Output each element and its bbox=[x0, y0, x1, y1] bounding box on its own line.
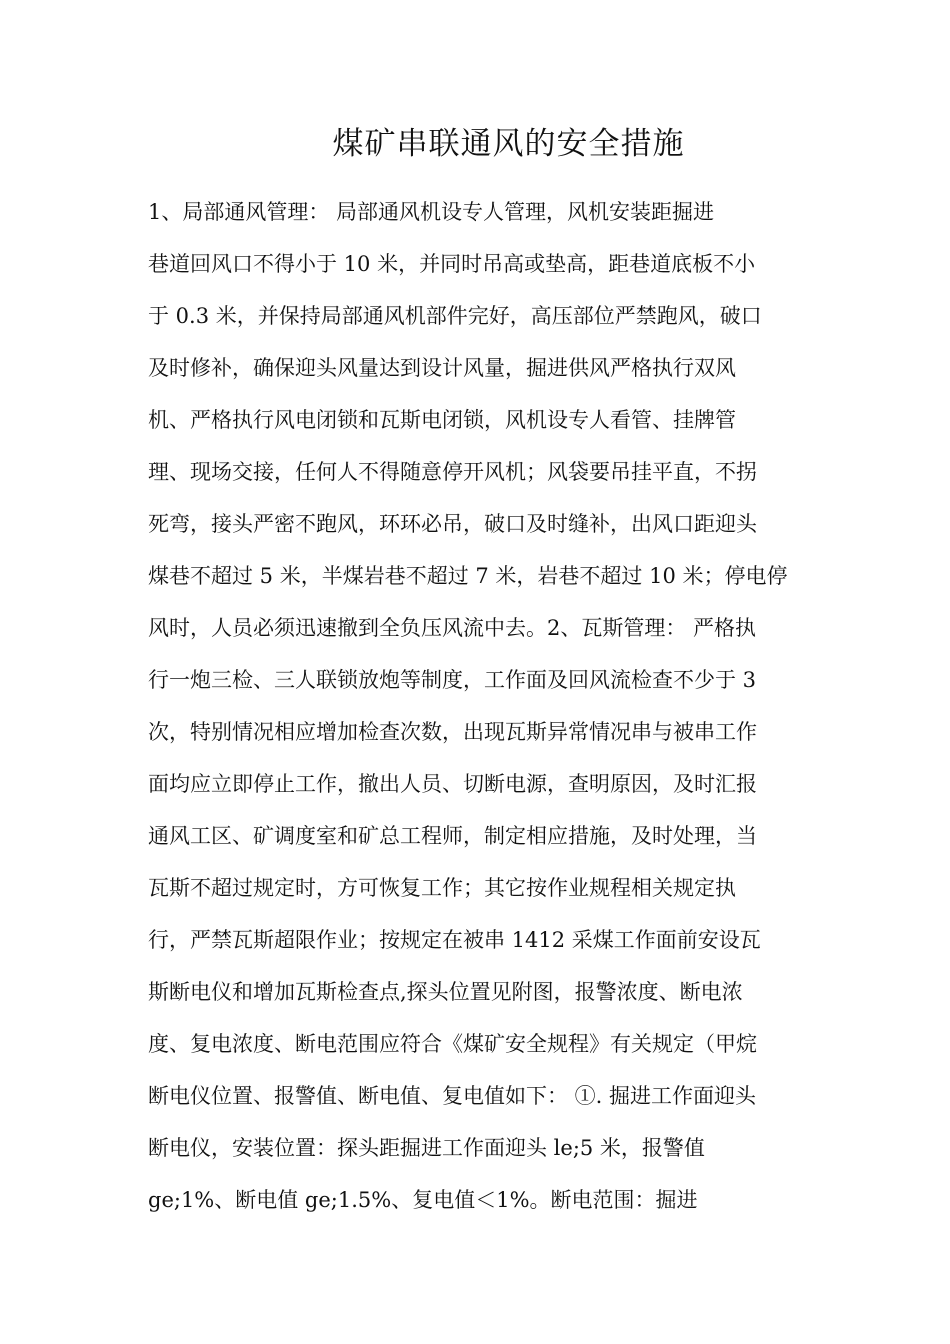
body-line: 于 0.3 米，并保持局部通风机部件完好，高压部位严禁跑风，破口 bbox=[148, 304, 762, 328]
body-line: 理、现场交接，任何人不得随意停开风机；风袋要吊挂平直，不拐 bbox=[148, 460, 757, 484]
body-line: 面均应立即停止工作，撤出人员、切断电源，查明原因，及时汇报 bbox=[148, 772, 757, 796]
body-line: 度、复电浓度、断电范围应符合《煤矿安全规程》有关规定（甲烷 bbox=[148, 1032, 757, 1056]
body-line: 巷道回风口不得小于 10 米，并同时吊高或垫高，距巷道底板不小 bbox=[148, 252, 756, 276]
body-line: 及时修补，确保迎头风量达到设计风量，掘进供风严格执行双风 bbox=[148, 356, 736, 380]
body-line: 1、局部通风管理： 局部通风机设专人管理，风机安装距掘进 bbox=[148, 200, 715, 224]
body-line: ge;1%、断电值 ge;1.5%、复电值＜1%。断电范围：掘进 bbox=[148, 1188, 698, 1212]
body-line: 瓦斯不超过规定时，方可恢复工作；其它按作业规程相关规定执 bbox=[148, 876, 736, 900]
body-line: 通风工区、矿调度室和矿总工程师，制定相应措施，及时处理，当 bbox=[148, 824, 757, 848]
body-line: 机、严格执行风电闭锁和瓦斯电闭锁，风机设专人看管、挂牌管 bbox=[148, 408, 736, 432]
body-line: 断电仪位置、报警值、断电值、复电值如下： ①. 掘进工作面迎头 bbox=[148, 1084, 757, 1108]
body-line: 行一炮三检、三人联锁放炮等制度，工作面及回风流检查不少于 3 bbox=[148, 668, 757, 692]
document-body bbox=[148, 186, 808, 1226]
body-line: 风时，人员必须迅速撤到全负压风流中去。2、瓦斯管理： 严格执 bbox=[148, 616, 757, 640]
body-line: 斯断电仪和增加瓦斯检查点,探头位置见附图，报警浓度、断电浓 bbox=[148, 980, 743, 1004]
body-line: 煤巷不超过 5 米，半煤岩巷不超过 7 米，岩巷不超过 10 米；停电停 bbox=[148, 564, 788, 588]
body-line: 断电仪，安装位置：探头距掘进工作面迎头 le;5 米，报警值 bbox=[148, 1136, 705, 1160]
body-line: 行，严禁瓦斯超限作业；按规定在被串 1412 采煤工作面前安设瓦 bbox=[148, 928, 761, 952]
body-line: 死弯，接头严密不跑风，环环必吊，破口及时缝补，出风口距迎头 bbox=[148, 512, 757, 536]
body-line: 次，特别情况相应增加检查次数，出现瓦斯异常情况串与被串工作 bbox=[148, 720, 757, 744]
document-title: 煤矿串联通风的安全措施 bbox=[332, 126, 685, 162]
